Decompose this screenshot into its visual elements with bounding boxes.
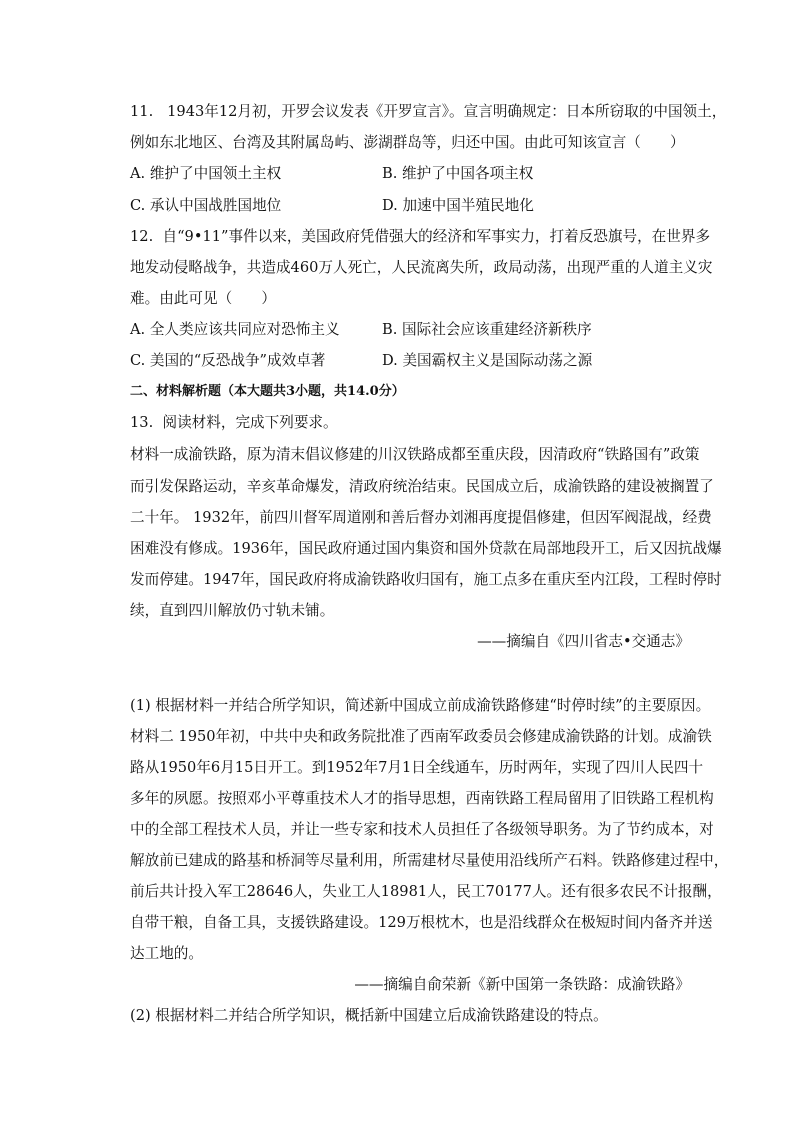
- q12-stem-line3: 难。由此可见（ ）: [130, 290, 276, 307]
- q12-stem-line1: 12. 自“9•11”事件以来，美国政府凭借强大的经济和军事实力，打着反恐旗号，在世界多: [130, 228, 711, 245]
- q12-option-c: C. 美国的“反恐战争”成效卓著: [130, 352, 326, 369]
- q12-option-d: D. 美国霸权主义是国际动荡之源: [382, 352, 593, 369]
- q12-option-a: A. 全人类应该共同应对恐怖主义: [130, 321, 340, 338]
- material2-line: 材料二 1950年初，中共中央和政务院批准了西南军政委员会修建成渝铁路的计划。成渝铁: [130, 728, 712, 745]
- sub-question-2: (2) 根据材料二并结合所学知识，概括新中国建立后成渝铁路建设的特点。: [130, 1007, 608, 1024]
- q12-option-b: B. 国际社会应该重建经济新秩序: [382, 321, 592, 338]
- section-heading: 二、材料解析题（本大题共3小题，共14.0分）: [130, 384, 405, 399]
- material1-source: ——摘编自《四川省志•交通志》: [477, 633, 690, 650]
- q11-option-b: B. 维护了中国各项主权: [382, 165, 534, 182]
- material2-line: 路从1950年6月15日开工。到1952年7月1日全线通车，历时两年，实现了四川人民四十: [130, 759, 704, 776]
- q12-stem-line2: 地发动侵略战争，共造成460万人死亡，人民流离失所，政局动荡，出现严重的人道主义灾: [130, 259, 713, 276]
- material1-line: 二十年。 1932年，前四川督军周道刚和善后督办刘湘再度提倡修建，但因军阀混战，经费: [130, 509, 712, 526]
- material2-line: 解放前已建成的路基和桥洞等尽量利用，所需建材尽量使用沿线所产石料。铁路修建过程中，: [130, 852, 729, 869]
- material2-line: 中的全部工程技术人员，并让一些专家和技术人员担任了各级领导职务。为了节约成本，对: [130, 821, 714, 838]
- q11-option-d: D. 加速中国半殖民地化: [382, 197, 534, 214]
- material2-line: 多年的夙愿。按照邓小平尊重技术人才的指导思想，西南铁路工程局留用了旧铁路工程机构: [130, 790, 714, 807]
- material2-line: 达工地的。: [130, 945, 203, 962]
- q11-stem-line2: 例如东北地区、台湾及其附属岛屿、澎湖群岛等，归还中国。由此可知该宣言（ ）: [130, 134, 685, 151]
- sub-question-1: (1) 根据材料一并结合所学知识，简述新中国成立前成渝铁路修建“时停时续”的主要原因。: [130, 697, 711, 714]
- material1-line: 困难没有修成。1936年，国民政府通过国内集资和国外贷款在局部地段开工，后又因抗战爆: [130, 540, 722, 557]
- material2-line: 前后共计投入军工28646人，失业工人18981人，民工70177人。还有很多农民不计报酬，: [130, 883, 722, 900]
- q13-intro: 13. 阅读材料，完成下列要求。: [130, 414, 338, 431]
- q11-option-c: C. 承认中国战胜国地位: [130, 197, 282, 214]
- material2-line: 自带干粮，自备工具，支援铁路建设。129万根枕木，也是沿线群众在极短时间内备齐并送: [130, 914, 713, 931]
- material2-source: ——摘编自俞荣新《新中国第一条铁路：成渝铁路》: [354, 976, 690, 993]
- q11-stem-line1: 11. 1943年12月初，开罗会议发表《开罗宣言》。宣言明确规定：日本所窃取的中国领土，: [130, 103, 727, 120]
- q11-option-a: A. 维护了中国领土主权: [130, 165, 282, 182]
- material1-line: 续，直到四川解放仍寸轨未铺。: [130, 602, 335, 619]
- material1-line: 而引发保路运动，辛亥革命爆发，清政府统治结束。民国成立后，成渝铁路的建设被搁置了: [130, 478, 714, 495]
- material1-line: 材料一成渝铁路，原为清末倡议修建的川汉铁路成都至重庆段，因清政府“铁路国有”政策: [130, 446, 700, 463]
- material1-line: 发而停建。1947年，国民政府将成渝铁路收归国有，施工点多在重庆至内江段，工程时停时: [130, 571, 722, 588]
